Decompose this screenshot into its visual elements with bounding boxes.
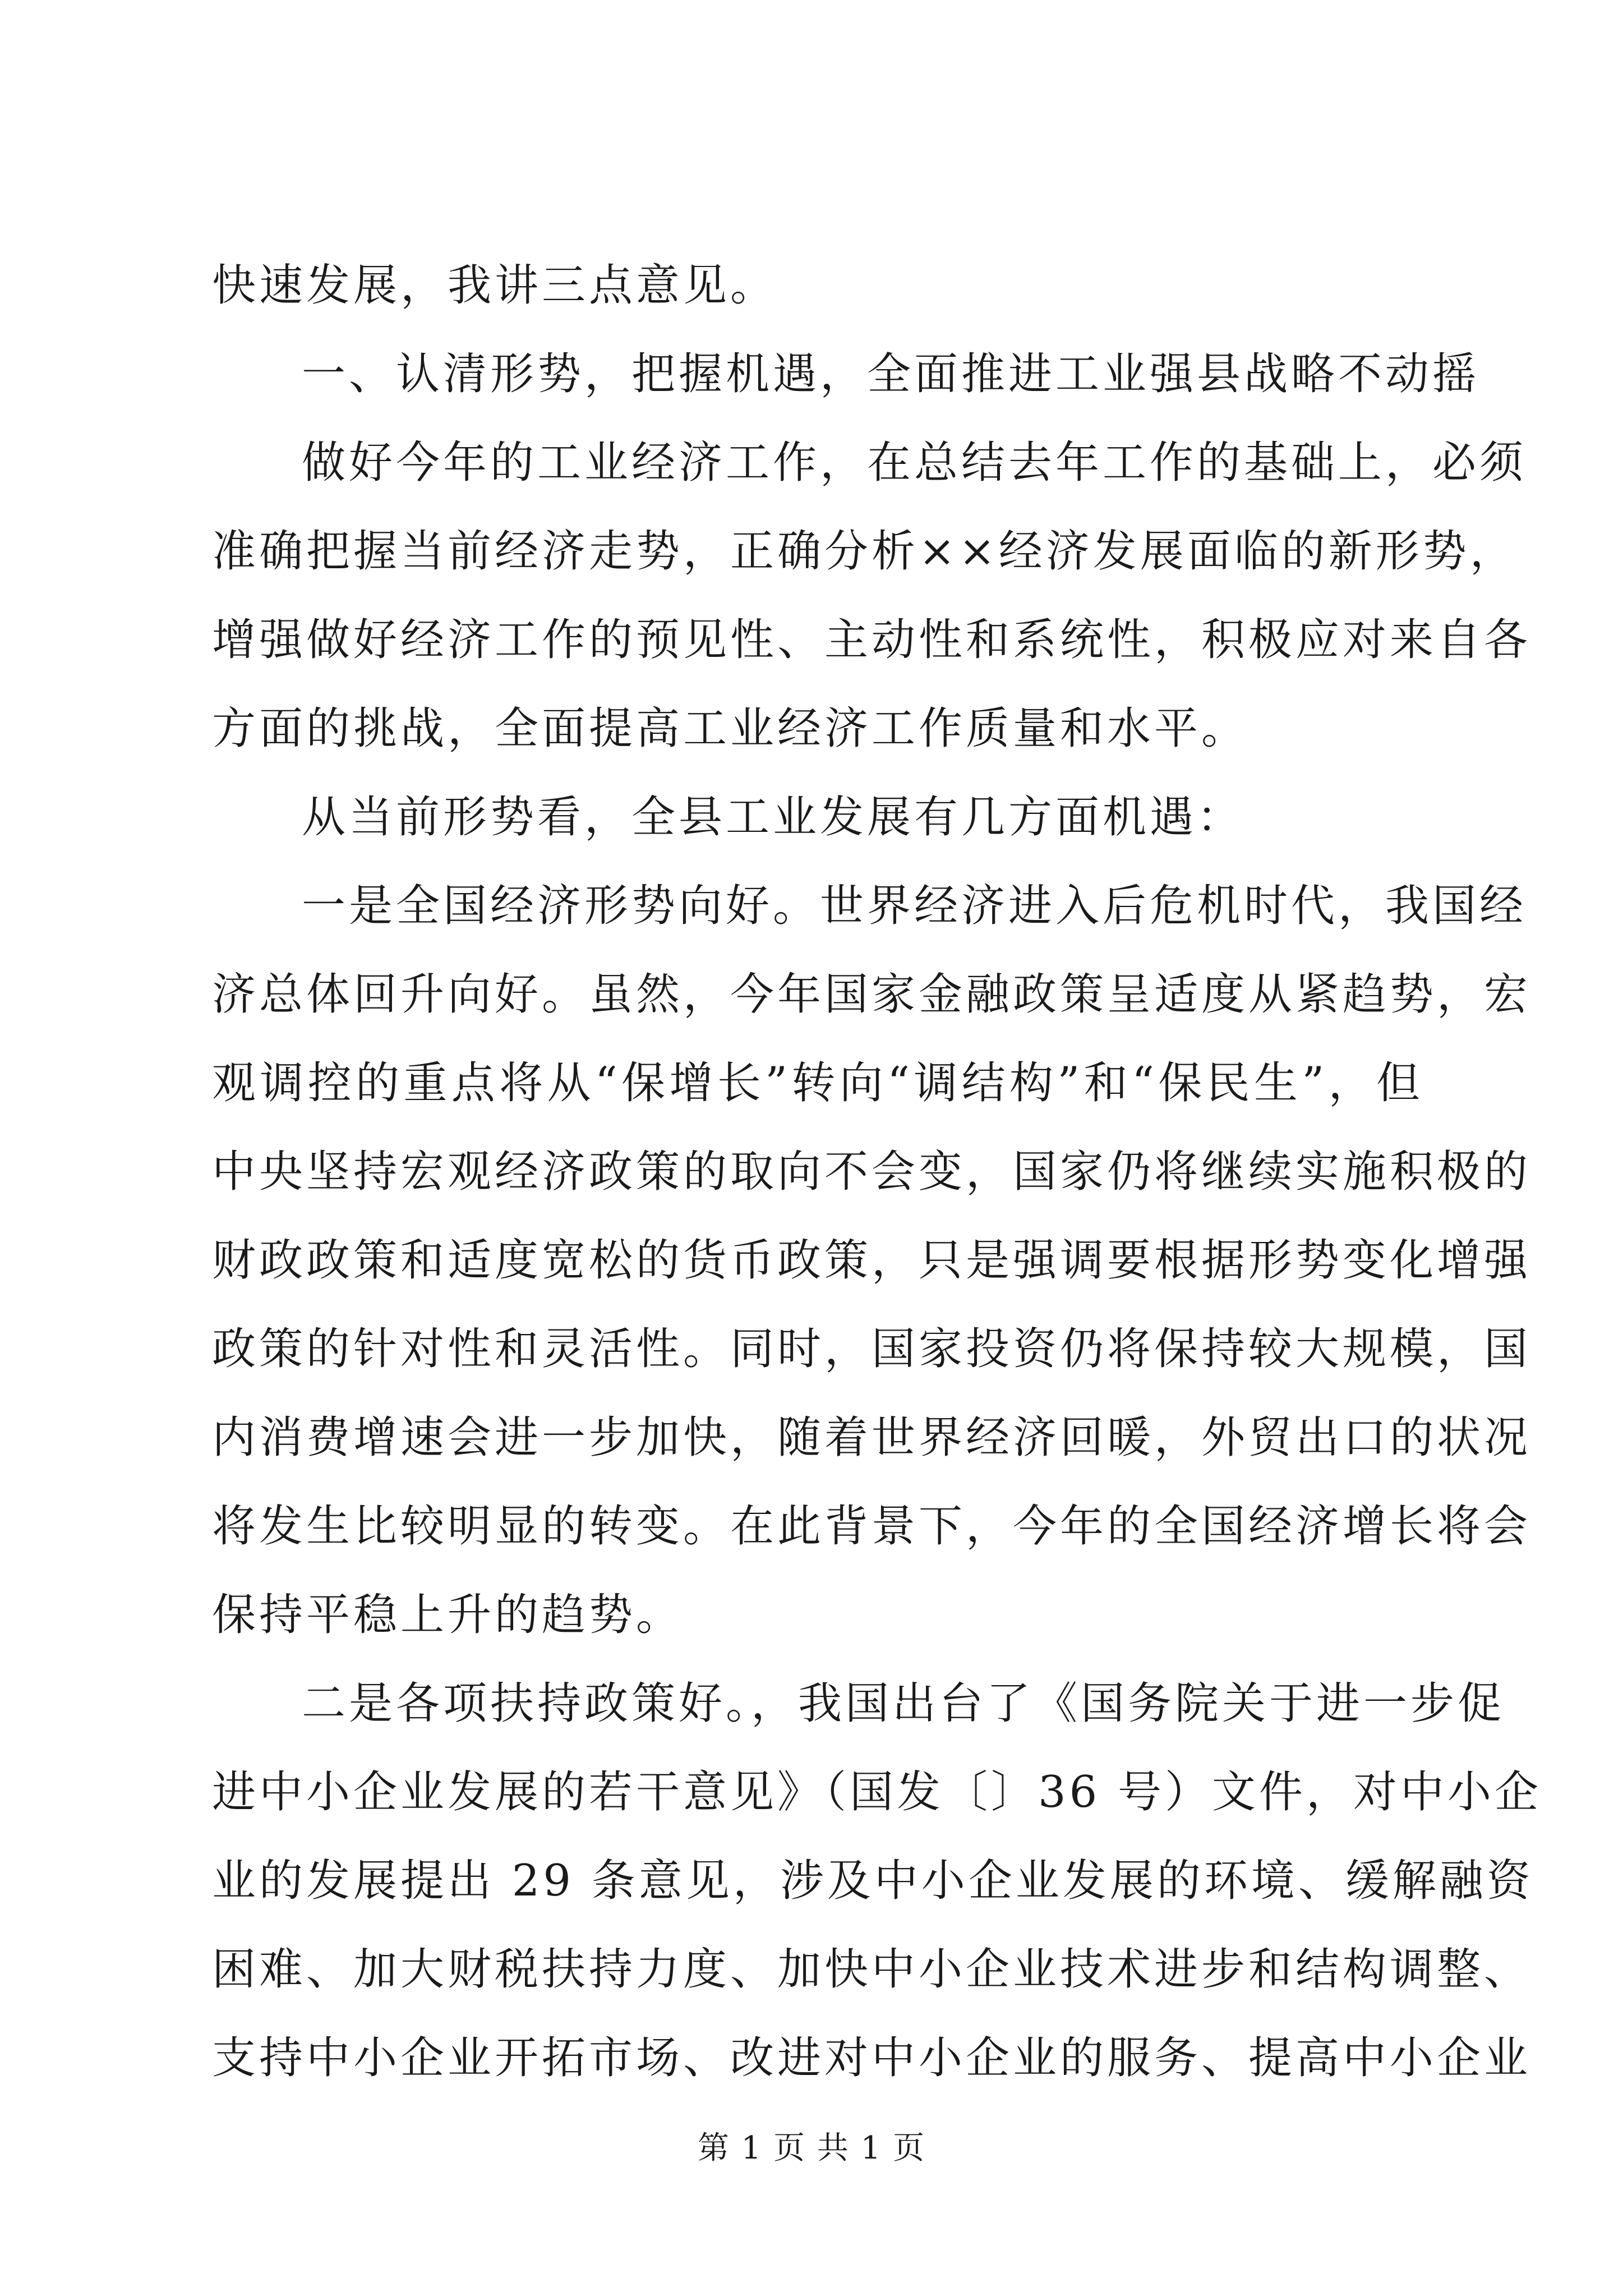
text-line: 二是各项扶持政策好。，我国出台了《国务院关于进一步促	[302, 1678, 1505, 1729]
text-line: 济总体回升向好。虽然，今年国家金融政策呈适度从紧趋势，宏	[212, 969, 1532, 1020]
text-line: 一、认清形势，把握机遇，全面推进工业强县战略不动摇	[302, 349, 1480, 399]
text-line: 准确把握当前经济走势，正确分析××经济发展面临的新形势，	[212, 526, 1517, 577]
text-line: 一是全国经济形势向好。世界经济进入后危机时代，我国经	[302, 881, 1527, 931]
text-line: 增强做好经济工作的预见性、主动性和系统性，积极应对来自各	[212, 615, 1532, 665]
page-footer: 第 1 页 共 1 页	[697, 2130, 926, 2166]
text-line: 快速发展，我讲三点意见。	[212, 260, 778, 311]
text-line: 进中小企业发展的若干意见》（国发〔〕36 号）文件，对中小企	[212, 1767, 1542, 1818]
text-line: 从当前形势看，全县工业发展有几方面机遇：	[302, 792, 1244, 843]
text-line: 内消费增速会进一步加快，随着世界经济回暖，外贸出口的状况	[212, 1412, 1532, 1463]
text-line: 保持平稳上升的趋势。	[212, 1590, 684, 1640]
text-line: 将发生比较明显的转变。在此背景下，今年的全国经济增长将会	[212, 1501, 1532, 1552]
text-line: 政策的针对性和灵活性。同时，国家投资仍将保持较大规模，国	[212, 1324, 1532, 1374]
text-line: 观调控的重点将从“保增长”转向“调结构”和“保民生”，但	[212, 1058, 1423, 1108]
text-line: 支持中小企业开拓市场、改进对中小企业的服务、提高中小企业	[212, 2033, 1532, 2083]
text-line: 做好今年的工业经济工作，在总结去年工作的基础上，必须	[302, 438, 1527, 488]
text-line: 财政政策和适度宽松的货币政策，只是强调要根据形势变化增强	[212, 1235, 1532, 1286]
text-line: 困难、加大财税扶持力度、加快中小企业技术进步和结构调整、	[212, 1944, 1532, 1995]
text-line: 中央坚持宏观经济政策的取向不会变，国家仍将继续实施积极的	[212, 1147, 1532, 1197]
text-line: 业的发展提出 29 条意见，涉及中小企业发展的环境、缓解融资	[212, 1856, 1534, 1906]
document-body	[212, 241, 1542, 2102]
text-line: 方面的挑战，全面提高工业经济工作质量和水平。	[212, 703, 1249, 754]
